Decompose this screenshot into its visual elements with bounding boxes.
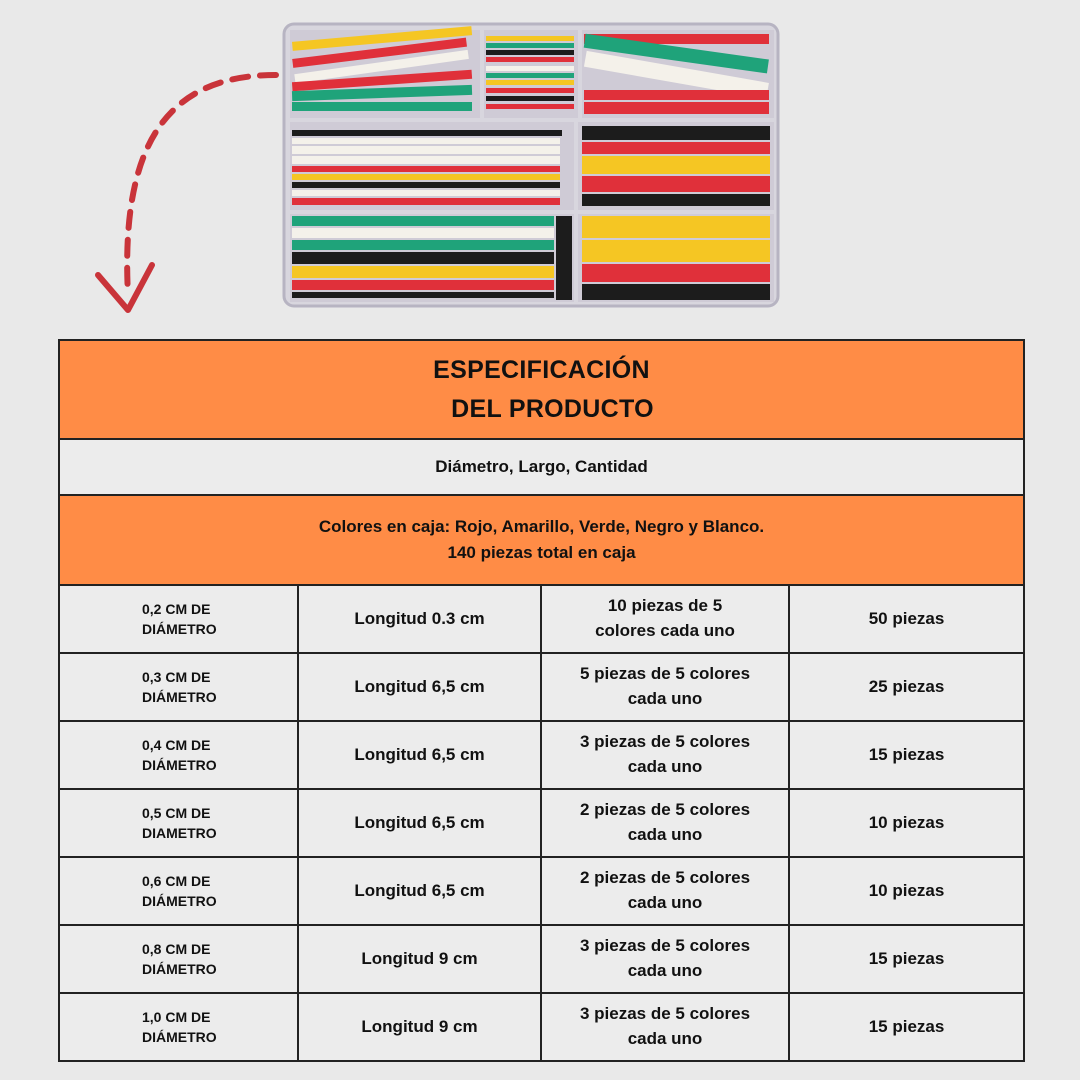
table-subtitle: Diámetro, Largo, Cantidad <box>59 439 1024 495</box>
diameter-value: 0,3 CM DE <box>142 668 211 685</box>
title-line-1: ESPECIFICACIÓN <box>433 355 650 384</box>
total-cell: 10 piezas <box>789 857 1024 925</box>
quantity-cell <box>541 585 789 653</box>
total-cell: 15 piezas <box>789 925 1024 993</box>
title-line-2: DEL PRODUCTO <box>451 394 654 423</box>
diameter-label: DIAMETRO <box>142 825 217 841</box>
quantity-line-1: 10 piezas de 5 <box>607 596 723 616</box>
diameter-value: 0,6 CM DE <box>142 872 211 889</box>
compartment-bottom-right <box>578 214 774 302</box>
compartment-bottom-left <box>290 214 574 302</box>
quantity-line-1: 2 piezas de 5 colores <box>579 800 751 820</box>
diameter-value: 0,5 CM DE <box>142 804 211 821</box>
quantity-line-2: cada uno <box>627 893 703 912</box>
quantity-line-2: cada uno <box>627 757 703 776</box>
table-row <box>59 653 1024 721</box>
quantity-cell <box>541 789 789 857</box>
compartment-top-middle <box>484 30 578 118</box>
colors-line: Colores en caja: Rojo, Amarillo, Verde, Negro y Blanco. <box>318 516 765 536</box>
total-cell: 15 piezas <box>789 993 1024 1061</box>
diameter-label: DIÁMETRO <box>142 757 217 773</box>
table-row <box>59 993 1024 1061</box>
diameter-label: DIÁMETRO <box>142 1029 217 1045</box>
colors-info <box>59 495 1024 585</box>
diameter-cell <box>59 925 298 993</box>
length-cell: Longitud 6,5 cm <box>298 721 541 789</box>
quantity-line-1: 3 piezas de 5 colores <box>579 1004 751 1024</box>
table-row <box>59 857 1024 925</box>
diameter-cell <box>59 993 298 1061</box>
table-row <box>59 585 1024 653</box>
diameter-cell <box>59 857 298 925</box>
length-cell: Longitud 6,5 cm <box>298 857 541 925</box>
diameter-label: DIÁMETRO <box>142 893 217 909</box>
length-cell: Longitud 6,5 cm <box>298 653 541 721</box>
quantity-cell <box>541 993 789 1061</box>
compartment-mid-right <box>578 122 774 210</box>
quantity-line-2: cada uno <box>627 961 703 980</box>
quantity-cell <box>541 653 789 721</box>
diameter-cell <box>59 585 298 653</box>
quantity-line-2: cada uno <box>627 689 703 708</box>
compartment-top-left <box>290 26 480 118</box>
total-cell: 50 piezas <box>789 585 1024 653</box>
diameter-label: DIÁMETRO <box>142 621 217 637</box>
quantity-line-1: 5 piezas de 5 colores <box>579 664 751 684</box>
quantity-line-2: cada uno <box>627 825 703 844</box>
table-title <box>59 340 1024 439</box>
total-pieces-line: 140 piezas total en caja <box>447 543 636 562</box>
diameter-label: DIÁMETRO <box>142 961 217 977</box>
quantity-cell <box>541 721 789 789</box>
quantity-line-1: 3 piezas de 5 colores <box>579 936 751 956</box>
quantity-cell <box>541 925 789 993</box>
length-cell: Longitud 0.3 cm <box>298 585 541 653</box>
spec-table <box>58 339 1025 1062</box>
diameter-cell <box>59 721 298 789</box>
total-cell: 15 piezas <box>789 721 1024 789</box>
diameter-cell <box>59 789 298 857</box>
diameter-value: 0,2 CM DE <box>142 600 211 617</box>
total-cell: 10 piezas <box>789 789 1024 857</box>
total-cell: 25 piezas <box>789 653 1024 721</box>
compartment-mid-left <box>290 122 574 210</box>
quantity-line-2: colores cada uno <box>595 621 735 640</box>
diameter-value: 0,8 CM DE <box>142 940 211 957</box>
length-cell: Longitud 9 cm <box>298 993 541 1061</box>
table-row <box>59 789 1024 857</box>
table-row <box>59 721 1024 789</box>
diameter-cell <box>59 653 298 721</box>
compartment-top-right <box>582 30 774 118</box>
quantity-line-1: 3 piezas de 5 colores <box>579 732 751 752</box>
dashed-arrow-icon <box>80 60 290 320</box>
length-cell: Longitud 9 cm <box>298 925 541 993</box>
diameter-value: 0,4 CM DE <box>142 736 211 753</box>
quantity-cell <box>541 857 789 925</box>
diameter-label: DIÁMETRO <box>142 689 217 705</box>
quantity-line-2: cada uno <box>627 1029 703 1048</box>
product-photo <box>282 22 780 308</box>
quantity-line-1: 2 piezas de 5 colores <box>579 868 751 888</box>
length-cell: Longitud 6,5 cm <box>298 789 541 857</box>
table-row <box>59 925 1024 993</box>
diameter-value: 1,0 CM DE <box>142 1008 211 1025</box>
